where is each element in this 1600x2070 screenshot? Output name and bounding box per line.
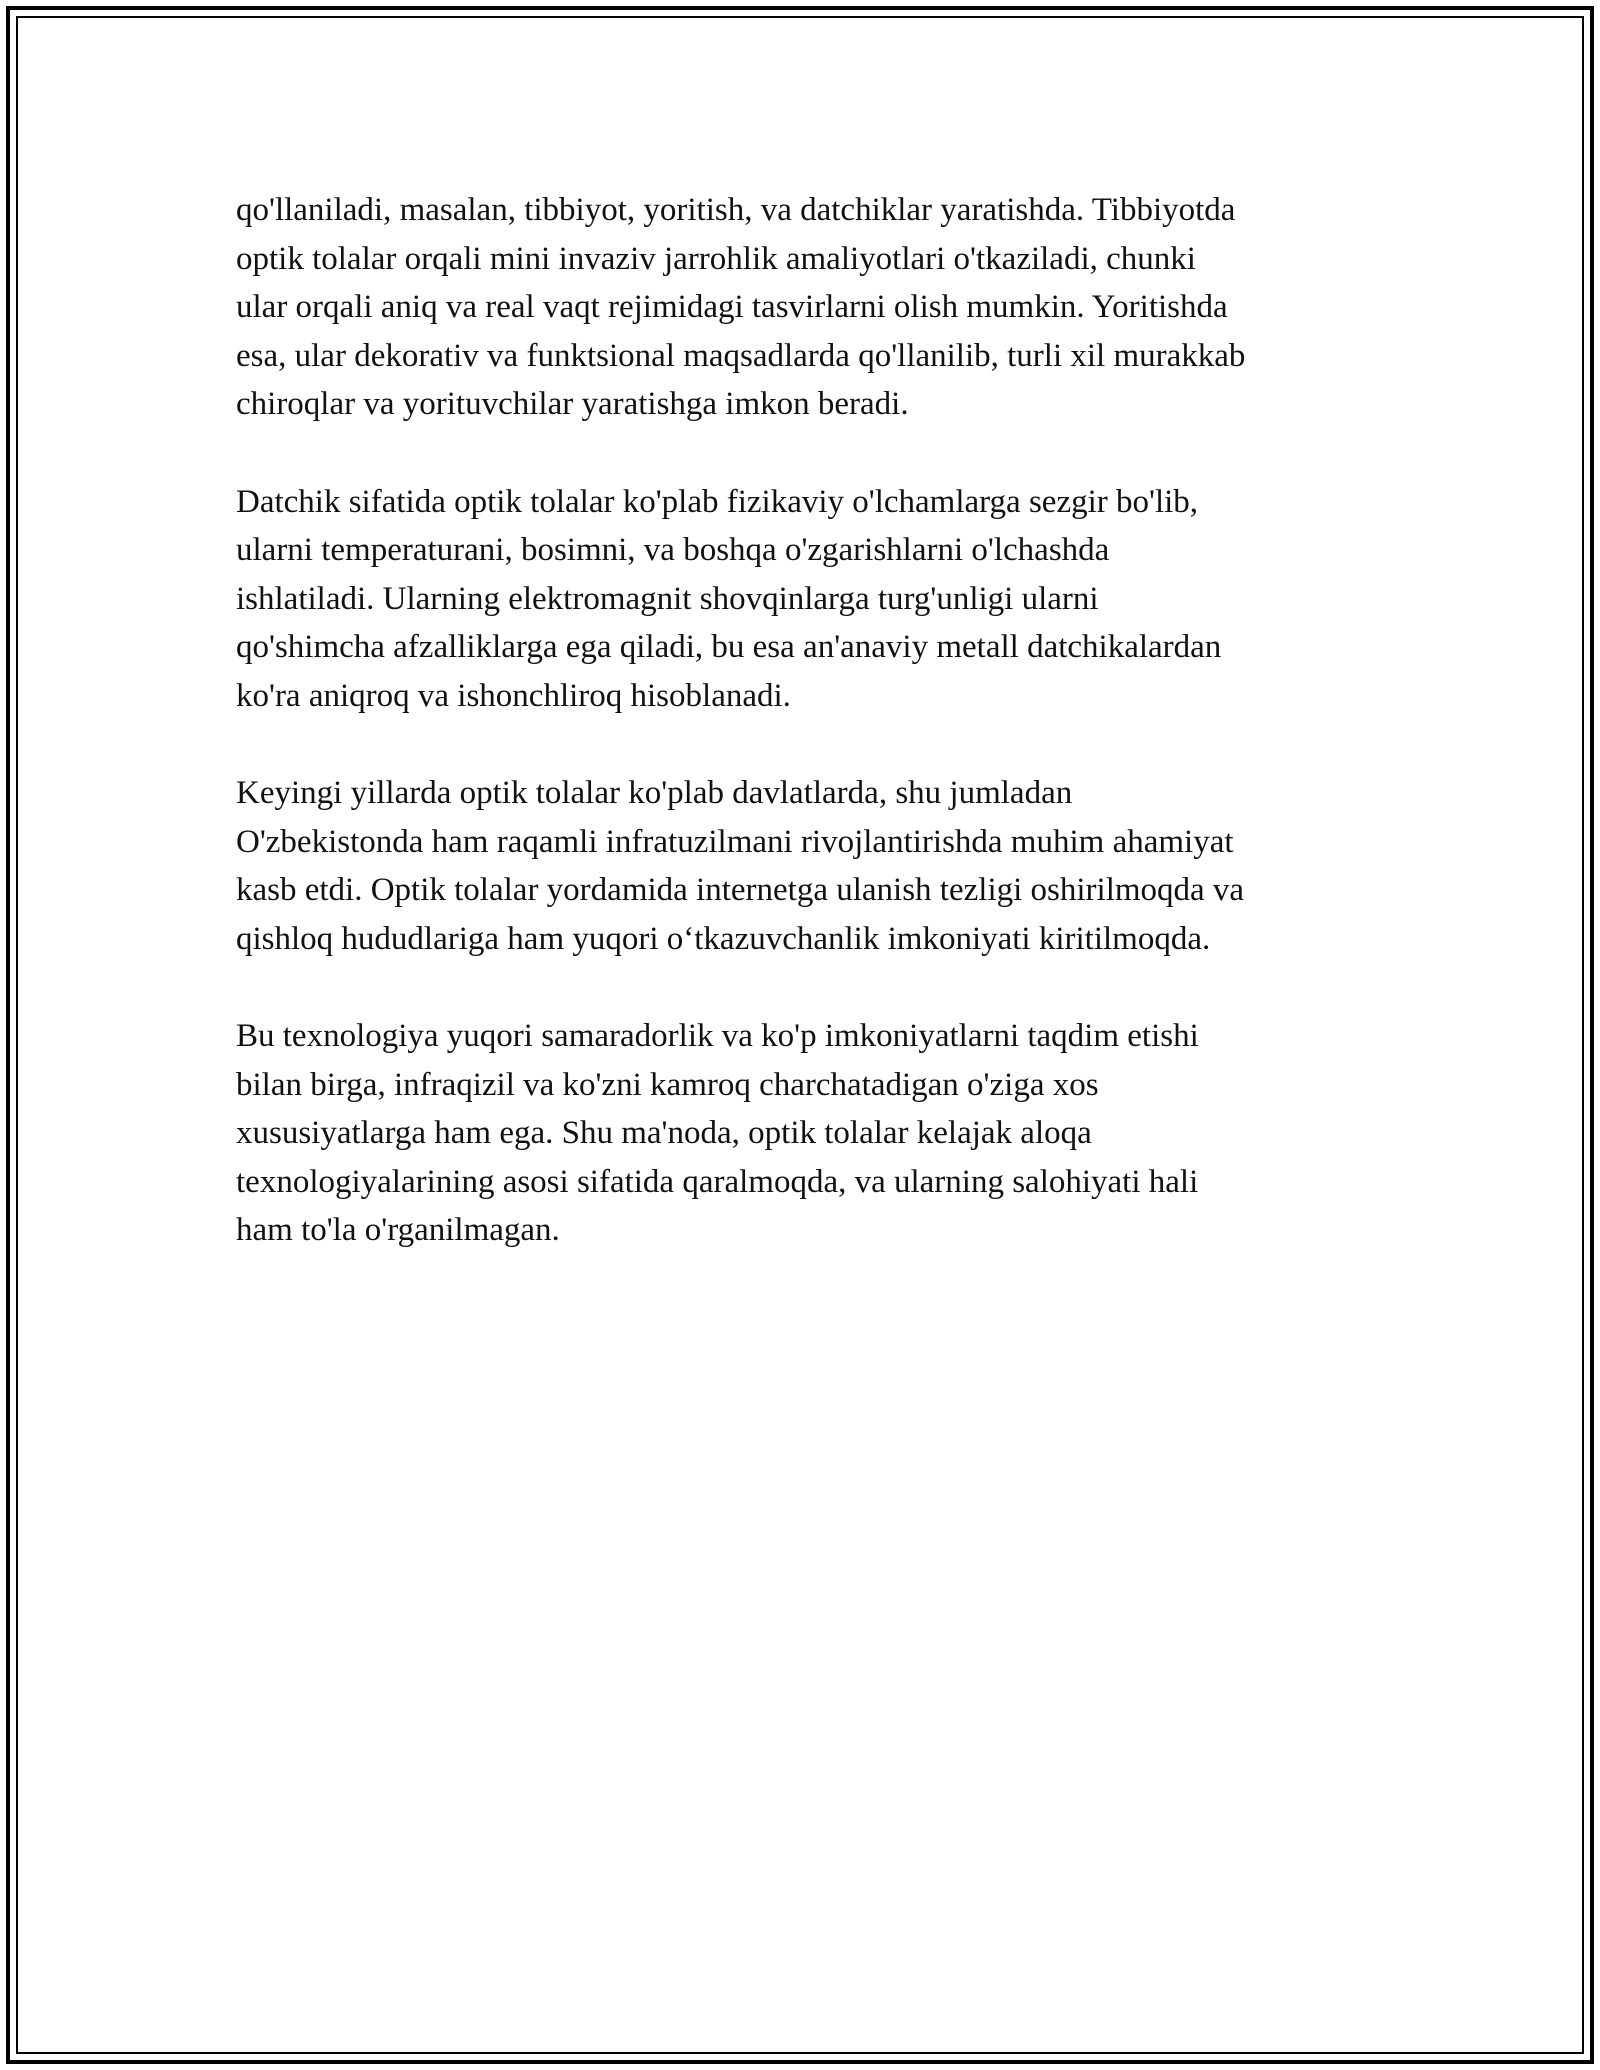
text-line: optik tolalar orqali mini invaziv jarrohlik amaliyotlari o'tkaziladi, chunki [236, 240, 1196, 277]
text-line: ular orqali aniq va real vaqt rejimidagi tasvirlarni olish mumkin. Yoritishda [236, 289, 1228, 325]
text-line: xususiyatlarga ham ega. Shu ma'noda, optik tolalar kelajak aloqa [236, 1115, 1092, 1151]
text-line: O'zbekistonda ham raqamli infratuzilmani rivojlantirishda muhim ahamiyat [236, 823, 1234, 860]
text-line: bilan birga, infraqizil va ko'zni kamroq charchatadigan o'ziga xos [236, 1066, 1099, 1103]
paragraph-future [236, 1012, 1364, 1255]
text-line: Keyingi yillarda optik tolalar ko'plab davlatlarda, shu jumladan [236, 775, 1073, 811]
paragraph-sensors [236, 478, 1364, 721]
text-line: Datchik sifatida optik tolalar ko'plab fizikaviy o'lchamlarga sezgir bo'lib, [236, 483, 1199, 520]
text-line: esa, ular dekorativ va funktsional maqsadlarda qo'llanilib, turli xil murakkab [236, 337, 1246, 374]
document-body [236, 186, 1364, 1304]
text-line: Bu texnologiya yuqori samaradorlik va ko'p imkoniyatlarni taqdim etishi [236, 1018, 1199, 1054]
text-line: kasb etdi. Optik tolalar yordamida internetga ulanish tezligi oshirilmoqda va [236, 872, 1245, 908]
paragraph-medical-lighting [236, 186, 1364, 429]
paragraph-uzbekistan [236, 769, 1364, 963]
text-line: ularni temperaturani, bosimni, va boshqa o'zgarishlarni o'lchashda [236, 532, 1110, 568]
text-line: chiroqlar va yorituvchilar yaratishga imkon beradi. [236, 386, 909, 422]
text-line: ko'ra aniqroq va ishonchliroq hisoblanadi. [236, 677, 791, 714]
text-line: qo'llaniladi, masalan, tibbiyot, yoritish, va datchiklar yaratishda. Tibbiyotda [236, 192, 1236, 228]
text-line: qo'shimcha afzalliklarga ega qiladi, bu esa an'anaviy metall datchikalardan [236, 629, 1222, 665]
text-line: texnologiyalarining asosi sifatida qaralmoqda, va ularning salohiyati hali [236, 1163, 1199, 1200]
text-line: ham to'la o'rganilmagan. [236, 1212, 560, 1248]
text-line: ishlatiladi. Ularning elektromagnit shovqinlarga turg'unligi ularni [236, 580, 1099, 617]
text-line: qishloq hududlariga ham yuqori o‘tkazuvchanlik imkoniyati kiritilmoqda. [236, 920, 1211, 957]
